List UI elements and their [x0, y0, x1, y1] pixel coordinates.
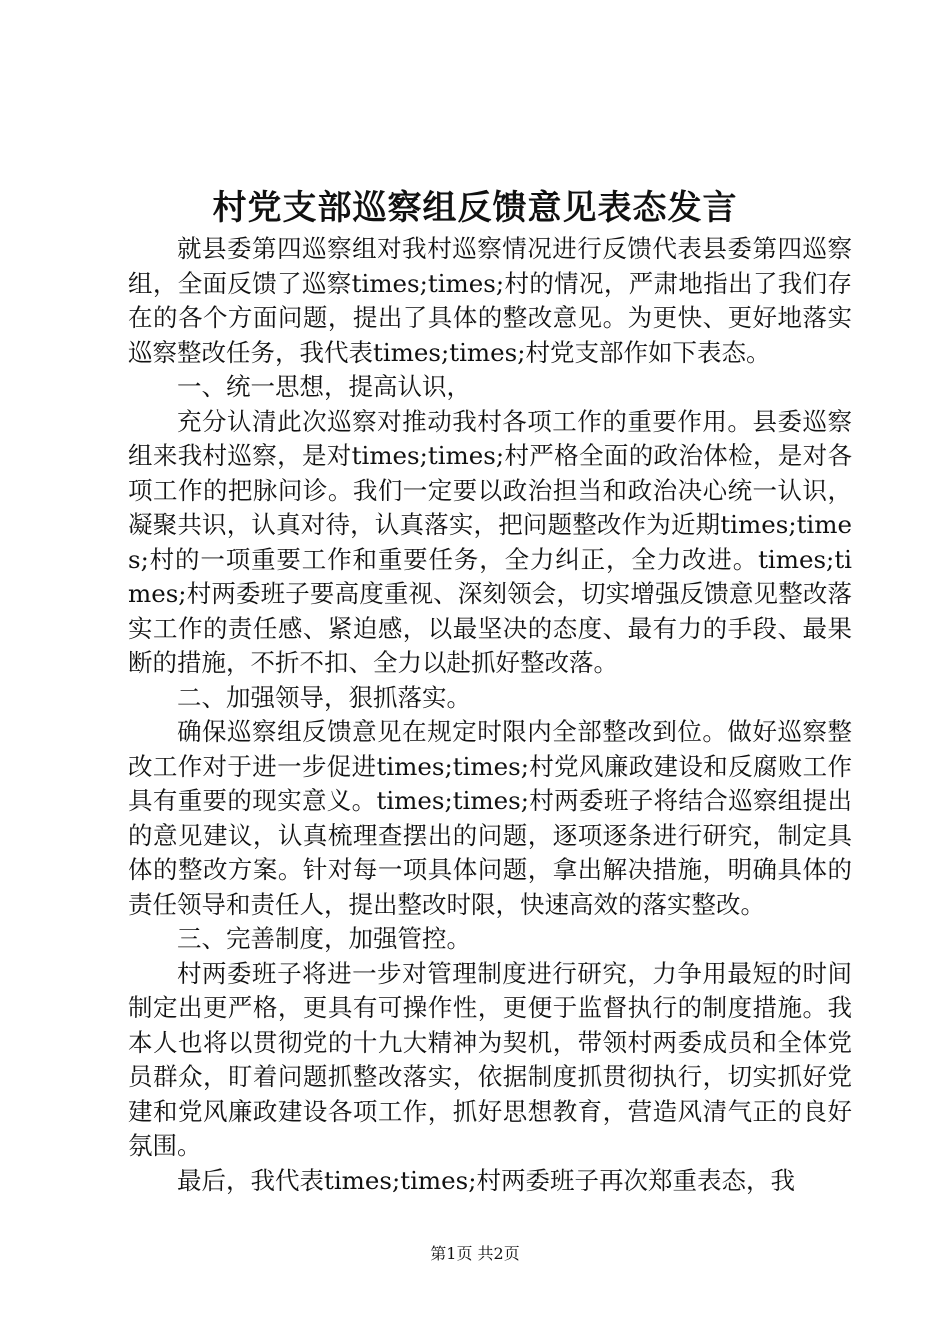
section-heading-3: 三、完善制度，加强管控。 [177, 924, 471, 953]
page-footer: 第1页 共2页 [430, 1244, 520, 1263]
paragraph-section-1: 充分认清此次巡察对推动我村各项工作的重要作用。县委巡察组来我村巡察，是对times;times;村严格全面的政治体检，是对各项工作的把脉问诊。我们一定要以政治担当和政治决心统一认识，凝聚共识，认真对待，认真落实，把问题整改作为近期times;times;村的一项重要工作和重要任务，全力纠正，全力改进。times;times;村两委班子要高度重视、深刻领会，切实增强反馈意见整改落实工作的责任感、紧迫感，以最坚决的态度、最有力的手段、最果断的措施，不折不扣、全力以赴抓好整改落。 [128, 406, 852, 677]
paragraph-closing: 最后，我代表times;times;村两委班子再次郑重表态，我 [177, 1165, 795, 1195]
section-heading-2: 二、加强领导，狠抓落实。 [177, 682, 471, 712]
document-title: 村党支部巡察组反馈意见表态发言 [212, 188, 738, 228]
document-body [128, 232, 852, 1198]
paragraph-section-3: 村两委班子将进一步对管理制度进行研究，力争用最短的时间制定出更严格，更具有可操作性，更便于监督执行的制度措施。我本人也将以贯彻党的十九大精神为契机，带领村两委成员和全体党员群众，盯着问题抓整改落实，依据制度抓贯彻执行，切实抓好党建和党风廉政建设各项工作，抓好思想教育，营造风清气正的良好氛围。 [128, 958, 852, 1160]
section-heading-1: 一、统一思想，提高认识， [177, 372, 471, 401]
paragraph-intro: 就县委第四巡察组对我村巡察情况进行反馈代表县委第四巡察组，全面反馈了巡察times;times;村的情况，严肃地指出了我们存在的各个方面问题，提出了具体的整改意见。为更快、更好地落实巡察整改任务，我代表times;times;村党支部作如下表态。 [128, 234, 852, 367]
paragraph-section-2: 确保巡察组反馈意见在规定时限内全部整改到位。做好巡察整改工作对于进一步促进times;times;村党风廉政建设和反腐败工作具有重要的现实意义。times;times;村两委班子将结合巡察组提出的意见建议，认真梳理查摆出的问题，逐项逐条进行研究，制定具体的整改方案。针对每一项具体问题，拿出解决措施，明确具体的责任领导和责任人，提出整改时限，快速高效的落实整改。 [128, 717, 852, 919]
